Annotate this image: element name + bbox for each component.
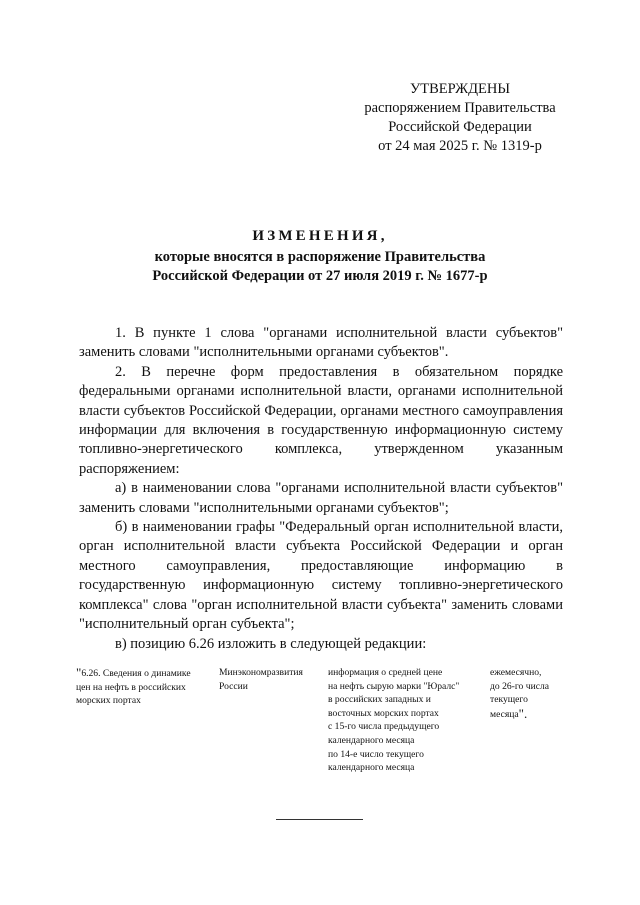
document-subtitle: [60, 248, 580, 286]
subtitle-line-1: которые вносятся в распоряжение Правительства: [154, 249, 486, 265]
cell-3-line-2: на нефть сырую марки "Юралс": [328, 680, 460, 692]
cell-2-line-2: России: [219, 680, 248, 692]
cell-4-line-4: месяца: [490, 708, 519, 720]
document-body: [79, 324, 563, 654]
paragraph-2a: а) в наименовании слова "органами исполнительной власти субъектов" заменить словами "исполнительными органами субъектов";: [79, 480, 563, 516]
cell-4-line-2: до 26-го числа: [490, 680, 550, 692]
cell-3-line-6: календарного месяца: [328, 734, 415, 746]
cell-3-line-5: с 15-го числа предыдущего: [328, 721, 440, 733]
paragraph-2b: б) в наименовании графы "Федеральный орган исполнительной власти, орган исполнительной власти субъекта Российской Федерации и орган местного самоуправления, предоставляющие информацию в государственную информационную систему топливно-энергетического комплекса" слова "орган исполнительной власти субъекта" заменить словами "исполнительный орган субъекта";: [79, 519, 563, 633]
cell-3-line-7: по 14-е число текущего: [328, 748, 424, 760]
open-quote: ": [76, 665, 82, 680]
cell-2-line-1: Минэкономразвития: [219, 667, 303, 678]
cell-1-line-3: морских портах: [76, 695, 141, 707]
paragraph-1: 1. В пункте 1 слова "органами исполнительной власти субъектов" заменить словами "исполнительными органами субъектов".: [79, 325, 563, 361]
table-cell-position: [76, 666, 216, 708]
cell-4-line-1: ежемесячно,: [490, 667, 542, 678]
approval-line-2: Российской Федерации: [388, 119, 532, 135]
paragraph-2c: в) позицию 6.26 изложить в следующей редакции:: [115, 635, 427, 652]
approval-line-1: распоряжением Правительства: [364, 100, 556, 116]
cell-3-line-3: в российских западных и: [328, 694, 431, 706]
cell-3-line-1: информация о средней цене: [328, 667, 443, 678]
end-separator-line: [276, 819, 363, 820]
cell-3-line-4: восточных морских портах: [328, 707, 439, 719]
approval-block: [340, 80, 580, 156]
subtitle-line-2: Российской Федерации от 27 июля 2019 г. № 1677-р: [152, 268, 488, 284]
cell-1-line-1: 6.26. Сведения о динамике: [81, 668, 191, 679]
close-quote: ".: [518, 705, 528, 721]
paragraph-2: 2. В перечне форм предоставления в обязательном порядке федеральными органами исполнительной власти, органами исполнительной власти субъектов Российской Федерации, органами местного самоуправления информации для включения в государственную информационную систему топливно-энергетического комплекса, утвержденном указанным распоряжением:: [79, 363, 563, 477]
cell-1-line-2: цен на нефть в российских: [76, 681, 186, 693]
approval-title: УТВЕРЖДЕНЫ: [409, 81, 511, 97]
document-title: ИЗМЕНЕНИЯ,: [252, 228, 388, 244]
cell-4-line-3: текущего: [490, 694, 528, 706]
table-cell-agency: [219, 666, 319, 693]
table-cell-frequency: [490, 666, 580, 721]
cell-3-line-8: календарного месяца: [328, 762, 415, 774]
table-cell-information: [328, 666, 483, 775]
approval-line-3: от 24 мая 2025 г. № 1319-р: [378, 138, 542, 154]
